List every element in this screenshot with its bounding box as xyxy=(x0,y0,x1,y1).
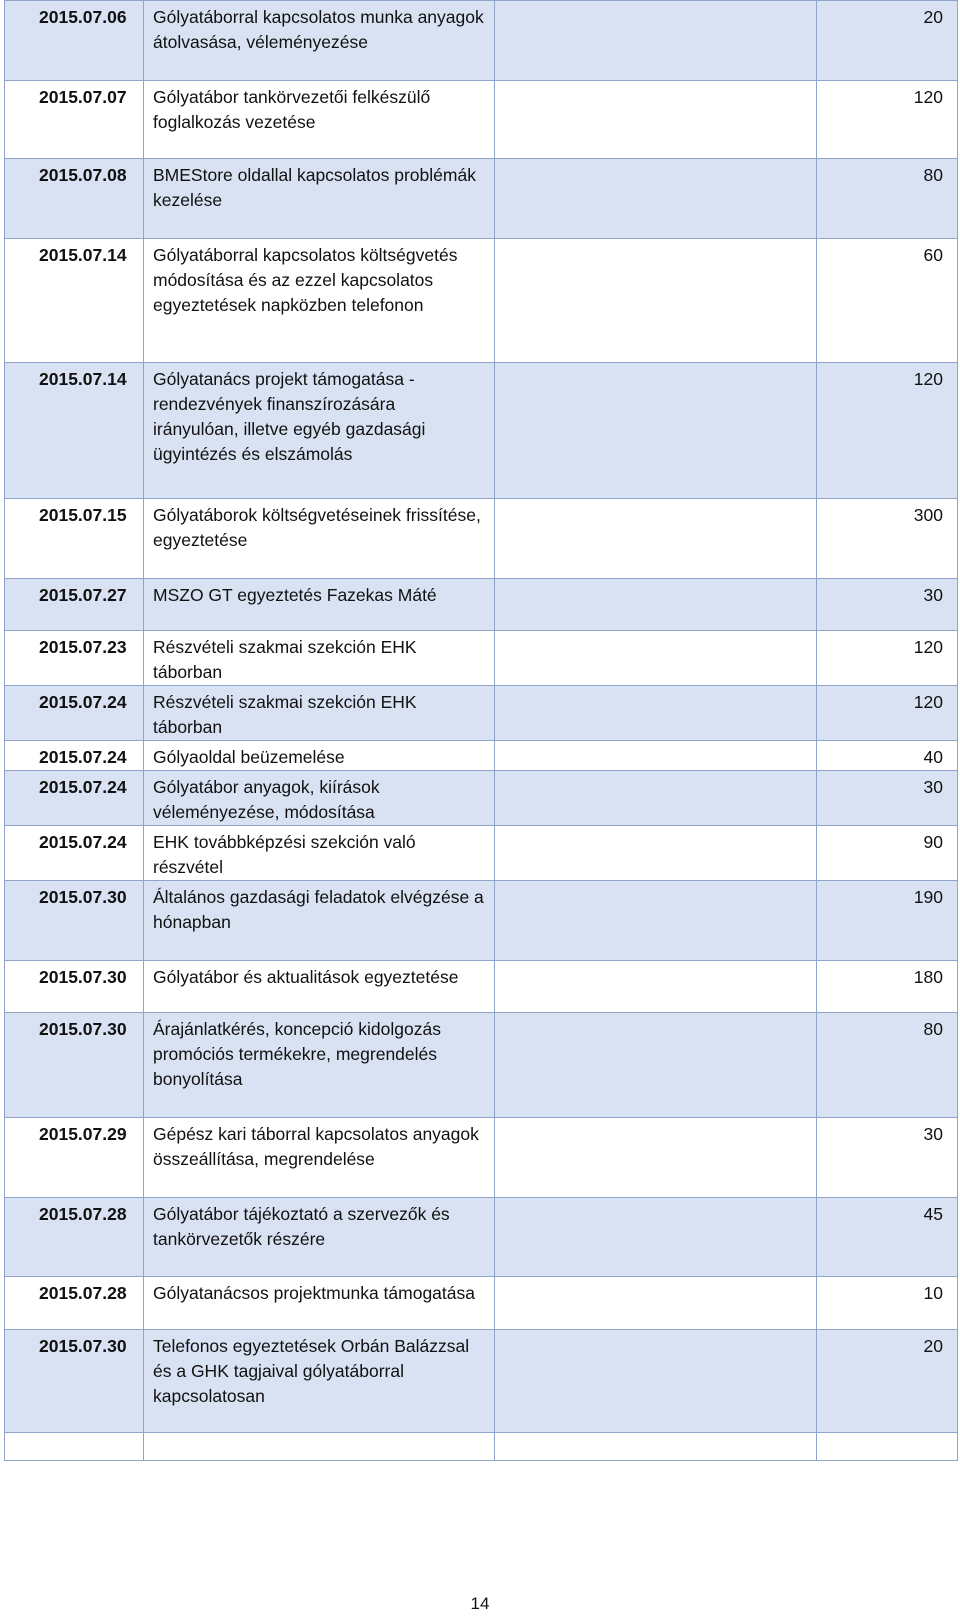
empty-cell xyxy=(495,881,817,961)
empty-cell xyxy=(495,961,817,1013)
description-cell: Árajánlatkérés, koncepció kidolgozás promóciós termékekre, megrendelés bonyolítása xyxy=(144,1013,495,1118)
empty-cell xyxy=(495,1013,817,1118)
description-cell: Gólyatáborral kapcsolatos költségvetés módosítása és az ezzel kapcsolatos egyeztetések napközben telefonon xyxy=(144,239,495,363)
minutes-cell xyxy=(817,1433,958,1461)
minutes-cell: 120 xyxy=(817,686,958,741)
description-cell: Gólyatanács projekt támogatása - rendezvények finanszírozására irányulóan, illetve egyéb gazdasági ügyintézés és elszámolás xyxy=(144,363,495,499)
date-cell: 2015.07.30 xyxy=(5,1013,144,1118)
date-cell: 2015.07.24 xyxy=(5,686,144,741)
description-cell: Gólyatábor és aktualitások egyeztetése xyxy=(144,961,495,1013)
minutes-cell: 60 xyxy=(817,239,958,363)
date-cell: 2015.07.07 xyxy=(5,81,144,159)
date-cell: 2015.07.28 xyxy=(5,1198,144,1277)
description-cell: Általános gazdasági feladatok elvégzése a hónapban xyxy=(144,881,495,961)
table-row xyxy=(5,159,958,239)
date-cell: 2015.07.30 xyxy=(5,961,144,1013)
table-row xyxy=(5,1013,958,1118)
table-row xyxy=(5,81,958,159)
table-row xyxy=(5,1198,958,1277)
description-cell xyxy=(144,1433,495,1461)
date-cell: 2015.07.23 xyxy=(5,631,144,686)
description-cell: Gépész kari táborral kapcsolatos anyagok összeállítása, megrendelése xyxy=(144,1118,495,1198)
date-cell xyxy=(5,1433,144,1461)
description-cell: EHK továbbképzési szekción való részvétel xyxy=(144,826,495,881)
minutes-cell: 40 xyxy=(817,741,958,771)
date-cell: 2015.07.24 xyxy=(5,826,144,881)
table-row xyxy=(5,881,958,961)
date-cell: 2015.07.27 xyxy=(5,579,144,631)
description-cell: Gólyatábor anyagok, kiírások véleményezése, módosítása xyxy=(144,771,495,826)
table-row xyxy=(5,631,958,686)
date-cell: 2015.07.08 xyxy=(5,159,144,239)
activity-log-body xyxy=(5,1,958,1461)
minutes-cell: 300 xyxy=(817,499,958,579)
minutes-cell: 30 xyxy=(817,1118,958,1198)
table-row xyxy=(5,239,958,363)
table-row xyxy=(5,1118,958,1198)
table-row xyxy=(5,363,958,499)
empty-cell xyxy=(495,1277,817,1330)
minutes-cell: 30 xyxy=(817,771,958,826)
minutes-cell: 180 xyxy=(817,961,958,1013)
empty-cell xyxy=(495,771,817,826)
table-row xyxy=(5,1277,958,1330)
description-cell: Gólyatáborral kapcsolatos munka anyagok átolvasása, véleményezése xyxy=(144,1,495,81)
description-cell: MSZO GT egyeztetés Fazekas Máté xyxy=(144,579,495,631)
description-cell: BMEStore oldallal kapcsolatos problémák kezelése xyxy=(144,159,495,239)
description-cell: Telefonos egyeztetések Orbán Balázzsal és a GHK tagjaival gólyatáborral kapcsolatosan xyxy=(144,1330,495,1433)
date-cell: 2015.07.24 xyxy=(5,771,144,826)
empty-cell xyxy=(495,363,817,499)
empty-cell xyxy=(495,631,817,686)
page-number: 14 xyxy=(470,1594,490,1613)
minutes-cell: 190 xyxy=(817,881,958,961)
empty-cell xyxy=(495,159,817,239)
minutes-cell: 80 xyxy=(817,159,958,239)
minutes-cell: 120 xyxy=(817,81,958,159)
empty-cell xyxy=(495,686,817,741)
table-row xyxy=(5,1433,958,1461)
description-cell: Gólyaoldal beüzemelése xyxy=(144,741,495,771)
date-cell: 2015.07.15 xyxy=(5,499,144,579)
date-cell: 2015.07.06 xyxy=(5,1,144,81)
date-cell: 2015.07.30 xyxy=(5,1330,144,1433)
description-cell: Gólyatábor tájékoztató a szervezők és tankörvezetők részére xyxy=(144,1198,495,1277)
empty-cell xyxy=(495,579,817,631)
table-row xyxy=(5,771,958,826)
minutes-cell: 80 xyxy=(817,1013,958,1118)
empty-cell xyxy=(495,81,817,159)
minutes-cell: 30 xyxy=(817,579,958,631)
empty-cell xyxy=(495,499,817,579)
minutes-cell: 45 xyxy=(817,1198,958,1277)
minutes-cell: 120 xyxy=(817,363,958,499)
date-cell: 2015.07.29 xyxy=(5,1118,144,1198)
table-row xyxy=(5,1330,958,1433)
empty-cell xyxy=(495,1433,817,1461)
table-row xyxy=(5,499,958,579)
date-cell: 2015.07.30 xyxy=(5,881,144,961)
date-cell: 2015.07.14 xyxy=(5,239,144,363)
date-cell: 2015.07.14 xyxy=(5,363,144,499)
description-cell: Részvételi szakmai szekción EHK táborban xyxy=(144,686,495,741)
minutes-cell: 10 xyxy=(817,1277,958,1330)
description-cell: Részvételi szakmai szekción EHK táborban xyxy=(144,631,495,686)
empty-cell xyxy=(495,1,817,81)
minutes-cell: 120 xyxy=(817,631,958,686)
empty-cell xyxy=(495,826,817,881)
empty-cell xyxy=(495,1330,817,1433)
date-cell: 2015.07.24 xyxy=(5,741,144,771)
empty-cell xyxy=(495,1198,817,1277)
empty-cell xyxy=(495,741,817,771)
table-row xyxy=(5,686,958,741)
description-cell: Gólyatanácsos projektmunka támogatása xyxy=(144,1277,495,1330)
empty-cell xyxy=(495,1118,817,1198)
table-row xyxy=(5,826,958,881)
minutes-cell: 20 xyxy=(817,1,958,81)
minutes-cell: 90 xyxy=(817,826,958,881)
empty-cell xyxy=(495,239,817,363)
date-cell: 2015.07.28 xyxy=(5,1277,144,1330)
table-row xyxy=(5,579,958,631)
table-row xyxy=(5,741,958,771)
table-row xyxy=(5,961,958,1013)
minutes-cell: 20 xyxy=(817,1330,958,1433)
description-cell: Gólyatábor tankörvezetői felkészülő foglalkozás vezetése xyxy=(144,81,495,159)
activity-log-table xyxy=(4,0,958,1461)
description-cell: Gólyatáborok költségvetéseinek frissítése, egyeztetése xyxy=(144,499,495,579)
table-row xyxy=(5,1,958,81)
